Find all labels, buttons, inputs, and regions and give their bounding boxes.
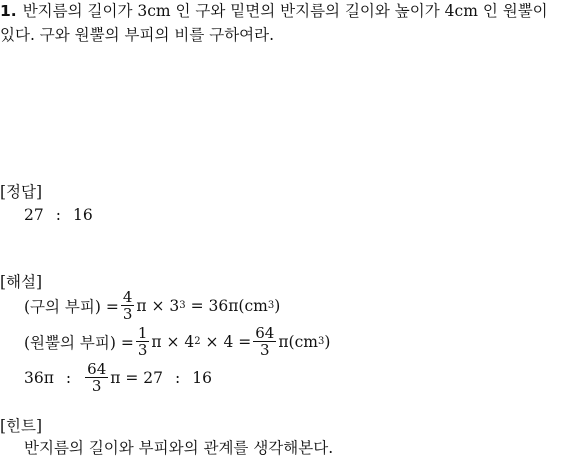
hint-header: [힌트]	[0, 417, 43, 435]
fraction-64-3: $\frac{64}{3}$	[255, 324, 275, 359]
fraction-64-3-ratio: $\frac{64}{3}$	[87, 360, 107, 395]
hint-text: 반지름의 길이와 부피와의 관계를 생각해본다.	[24, 439, 334, 457]
answer-right: 16	[72, 206, 93, 224]
question-line-1	[0, 0, 548, 22]
answer-header: [정답]	[0, 183, 43, 201]
answer-colon: :	[55, 206, 61, 224]
fraction-4-3: $\frac{4}{3}$	[122, 288, 133, 323]
answer-left: 27	[24, 206, 44, 224]
explanation-row-cone: (원뿔의 부피) = $\frac{1}{3}$ π × 4 2 × 4 = $\frac{64}{3}$ π(cm 3 )	[24, 324, 331, 359]
sphere-volume-label: (구의 부피) =	[24, 298, 119, 316]
explanation-row-sphere: (구의 부피) = $\frac{4}{3}$ π × 3 3 = 36π(cm 3 )	[24, 288, 281, 323]
cone-volume-label: (원뿔의 부피) =	[24, 334, 134, 352]
question-text-1: 반지름의 길이가 3cm 인 구와 밑면의 반지름의 길이와 높이가 4cm 인 원뿔이	[22, 2, 548, 20]
explanation-row-ratio: 36π : $\frac{64}{3}$ π = 27 : 16	[24, 360, 212, 395]
answer-value	[24, 206, 93, 224]
question-number: 1.	[0, 2, 17, 20]
fraction-1-3: $\frac{1}{3}$	[137, 324, 148, 359]
question-line-2: 있다. 구와 원뿔의 부피의 비를 구하여라.	[0, 26, 275, 44]
explanation-header: [해설]	[0, 273, 43, 291]
